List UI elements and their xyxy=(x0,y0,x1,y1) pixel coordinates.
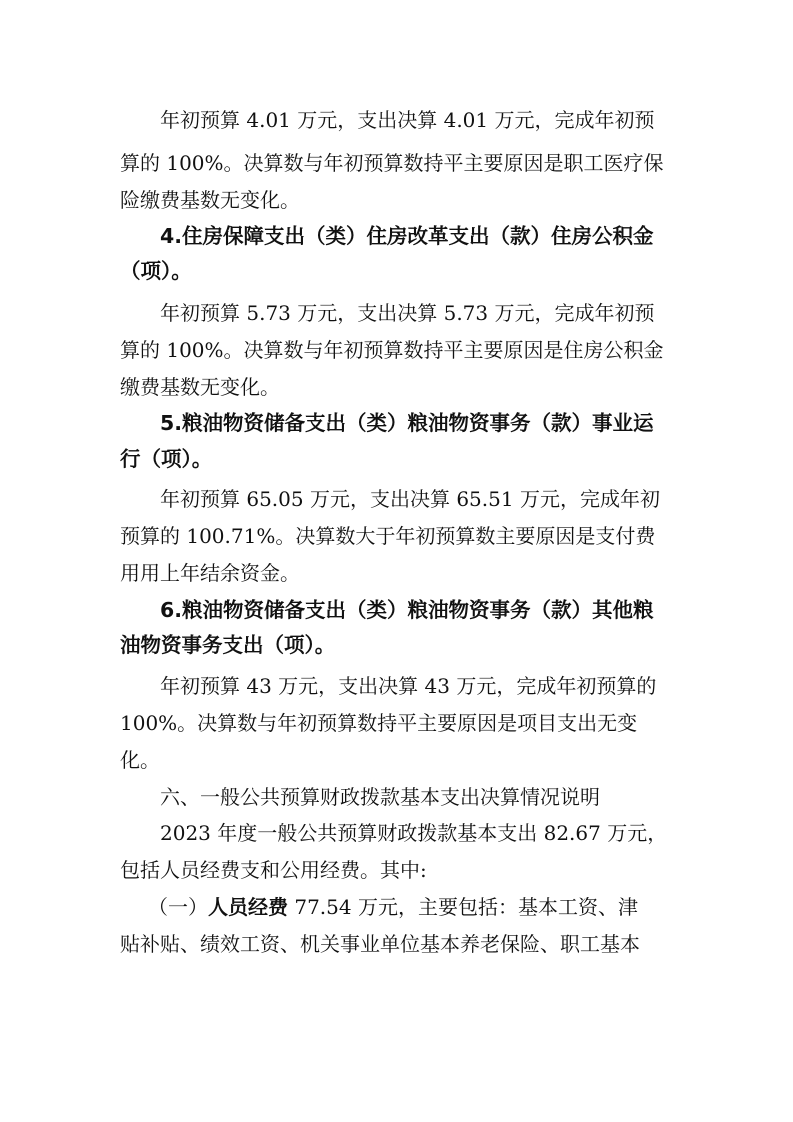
subsection-prefix: （一） xyxy=(148,895,208,919)
item-heading-5: 5.粮油物资储备支出（类）粮油物资事务（款）事业运 xyxy=(160,411,654,435)
body-text-line: 险缴费基数无变化。 xyxy=(120,188,300,212)
item-heading-4-cont: （项）。 xyxy=(120,259,192,283)
body-text-line: 年初预算 43 万元，支出决算 43 万元，完成年初预算的 xyxy=(160,674,657,698)
body-text-line: 算的 100%。决算数与年初预算数持平主要原因是住房公积金 xyxy=(120,338,664,362)
body-text-line: 缴费基数无变化。 xyxy=(120,375,280,399)
section-heading: 六、一般公共预算财政拨款基本支出决算情况说明 xyxy=(160,785,600,809)
subsection-title: 人员经费 xyxy=(208,895,288,919)
body-text-line: 年初预算 4.01 万元，支出决算 4.01 万元，完成年初预 xyxy=(160,108,655,132)
body-text-line: 2023 年度一般公共预算财政拨款基本支出 82.67 万元， xyxy=(160,821,668,845)
body-text-line: 100%。决算数与年初预算数持平主要原因是项目支出无变 xyxy=(120,711,638,735)
body-text-line: 贴补贴、绩效工资、机关事业单位基本养老保险、职工基本 xyxy=(120,932,640,956)
body-text-line: 算的 100%。决算数与年初预算数持平主要原因是职工医疗保 xyxy=(120,151,664,175)
item-heading-5-cont: 行（项）。 xyxy=(120,447,213,471)
body-text-line: 化。 xyxy=(120,748,160,772)
item-heading-6-cont: 油物资事务支出（项）。 xyxy=(120,633,336,657)
body-text-line: 用用上年结余资金。 xyxy=(120,561,300,585)
personnel-expense-line xyxy=(0,894,793,920)
body-text-line: 年初预算 5.73 万元，支出决算 5.73 万元，完成年初预 xyxy=(160,301,655,325)
item-heading-4: 4.住房保障支出（类）住房改革支出（款）住房公积金 xyxy=(160,224,654,248)
subsection-text: 77.54 万元，主要包括：基本工资、津 xyxy=(288,895,638,919)
body-text-line: 包括人员经费支和公用经费。其中: xyxy=(120,858,427,882)
item-heading-6: 6.粮油物资储备支出（类）粮油物资事务（款）其他粮 xyxy=(160,598,654,622)
body-text-line: 预算的 100.71%。决算数大于年初预算数主要原因是支付费 xyxy=(120,524,656,548)
body-text-line: 年初预算 65.05 万元，支出决算 65.51 万元，完成年初 xyxy=(160,487,660,511)
